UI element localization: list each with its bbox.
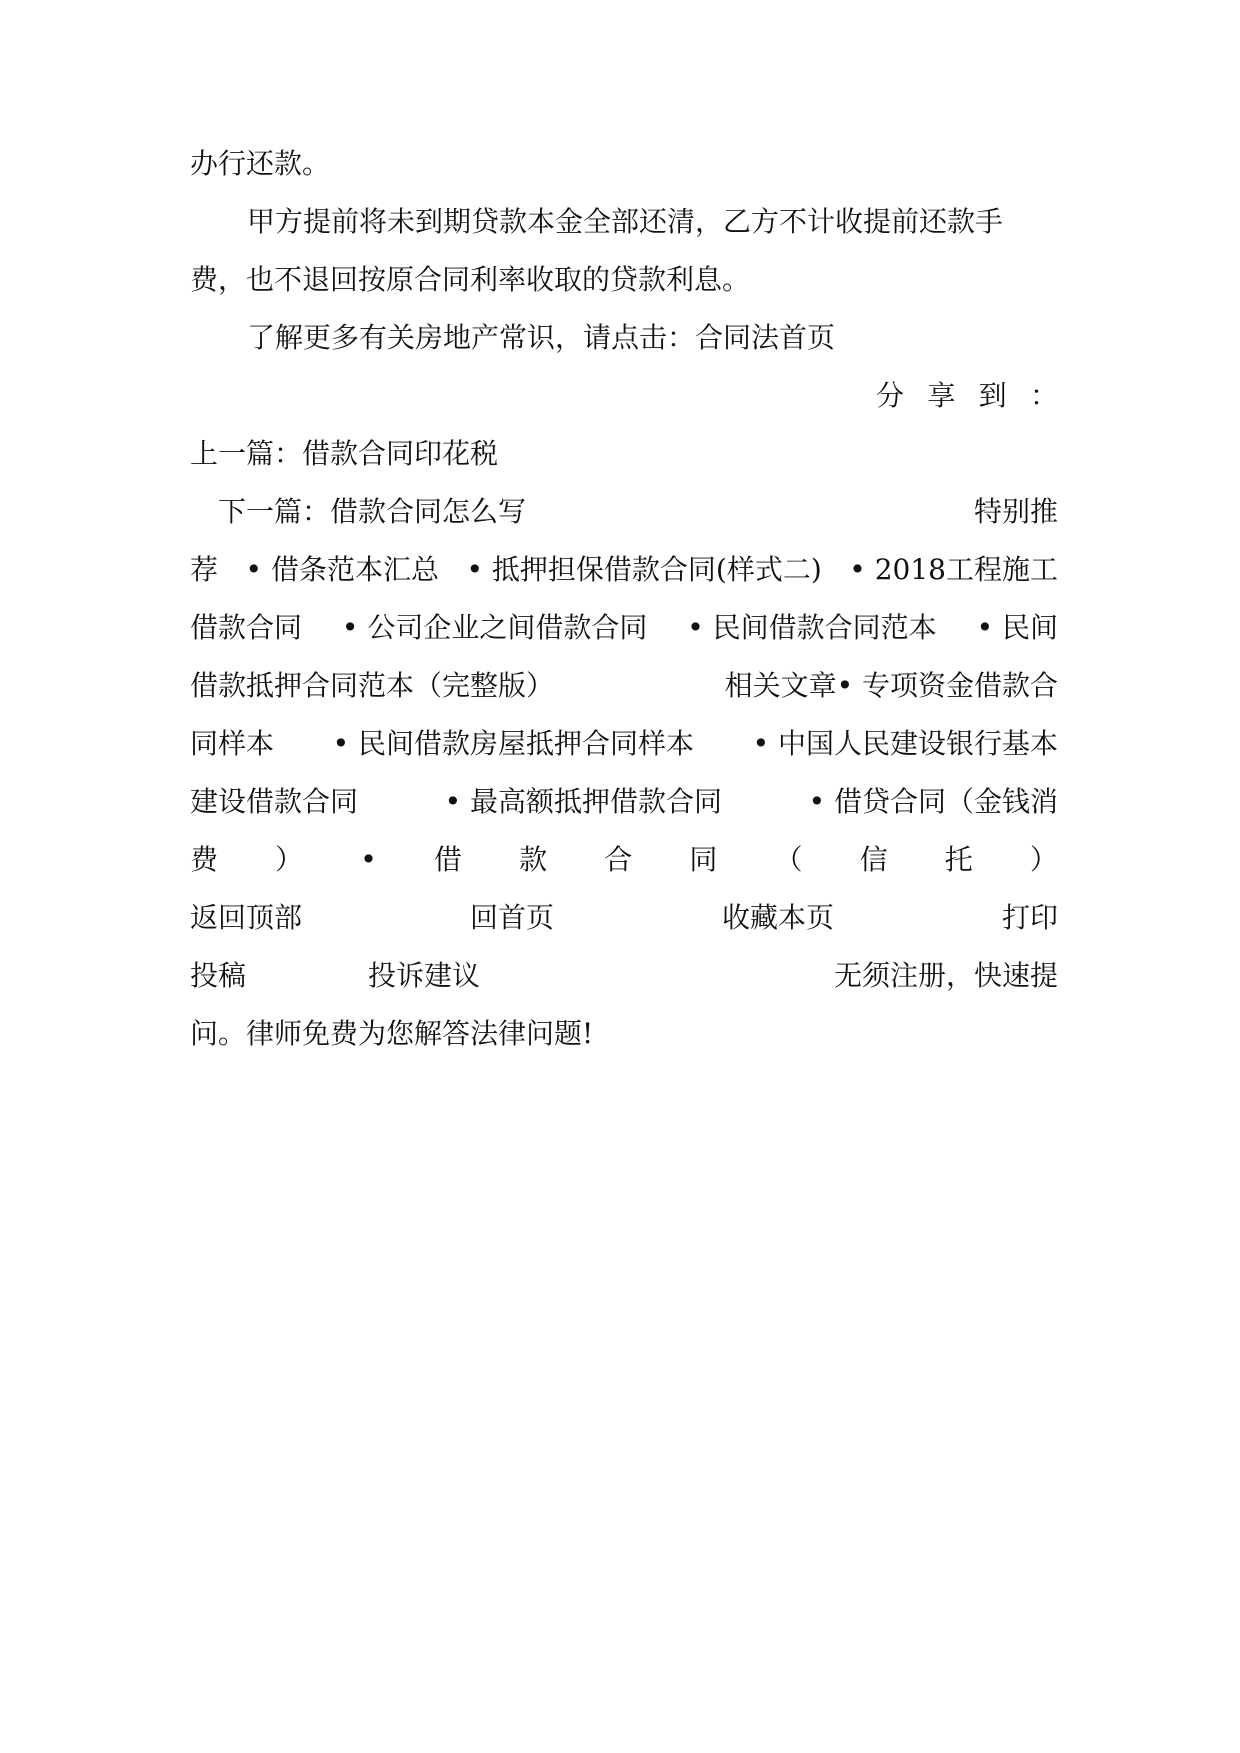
recommend-line — [190, 548, 1058, 592]
back-to-top-link[interactable]: 返回顶部 — [190, 901, 303, 934]
related-line — [190, 838, 1058, 882]
home-link[interactable]: 回首页 — [469, 901, 554, 934]
related-line — [190, 664, 1058, 708]
related-item-char[interactable]: 托 — [944, 843, 973, 876]
share-line — [190, 374, 1058, 418]
recommend-item[interactable]: • 借条范本汇总 — [245, 553, 439, 586]
bookmark-link[interactable]: 收藏本页 — [721, 901, 834, 934]
related-item[interactable]: 同样本 — [190, 727, 275, 760]
next-article-link[interactable]: 借款合同怎么写 — [330, 495, 527, 528]
next-article-line — [218, 490, 1058, 534]
paragraph-tail: 办行还款。 — [190, 147, 331, 180]
share-char: ： — [1029, 379, 1058, 412]
related-item-char[interactable]: 借 — [433, 843, 462, 876]
promo-line — [190, 1012, 1058, 1056]
submit-article-link[interactable]: 投稿 — [190, 959, 247, 992]
prev-article-line — [190, 432, 1058, 476]
actions-line-2 — [190, 954, 1058, 998]
related-fragment: 费 — [190, 843, 219, 876]
related-item[interactable]: • 中国人民建设银行基本 — [752, 727, 1058, 760]
quick-ask-link[interactable]: 无须注册，快速提 — [833, 959, 1058, 992]
recommend-item[interactable]: • 抵押担保借款合同(样式二) — [466, 553, 822, 586]
related-item[interactable]: • 民间借款房屋抵押合同样本 — [332, 727, 694, 760]
recommend-item[interactable]: • 民间 — [976, 611, 1058, 644]
contract-law-home-link[interactable]: 合同法首页 — [695, 321, 836, 354]
recommend-label: 特别推 — [973, 495, 1058, 528]
next-prefix: 下一篇： — [218, 495, 331, 528]
prev-article-link[interactable]: 借款合同印花税 — [302, 437, 499, 470]
paragraph-text: 费，也不退回按原合同利率收取的贷款利息。 — [190, 263, 751, 296]
text-line — [190, 258, 1058, 302]
recommend-item[interactable]: • 民间借款合同范本 — [687, 611, 937, 644]
recommend-item[interactable]: • 公司企业之间借款合同 — [341, 611, 648, 644]
related-item-char[interactable]: 同 — [689, 843, 718, 876]
more-info-line — [247, 316, 1058, 360]
promo-text: 问。律师免费为您解答法律问题! — [190, 1017, 594, 1050]
related-item-char[interactable]: 合 — [604, 843, 633, 876]
related-item[interactable]: • 借贷合同（金钱消 — [808, 785, 1058, 818]
related-item[interactable]: 建设借款合同 — [190, 785, 359, 818]
actions-line — [190, 896, 1058, 940]
recommend-item[interactable]: 借款抵押合同范本（完整版） — [190, 669, 555, 702]
paragraph-text: 甲方提前将未到期贷款本金全部还清，乙方不计收提前还款手 — [247, 205, 1004, 238]
print-link[interactable]: 打印 — [1001, 901, 1058, 934]
share-char: 分 — [876, 379, 905, 412]
related-item-char[interactable]: 信 — [859, 843, 888, 876]
related-line — [190, 780, 1058, 824]
text-line — [247, 200, 1058, 244]
share-char: 到 — [978, 379, 1007, 412]
related-line — [190, 722, 1058, 766]
share-char: 享 — [927, 379, 956, 412]
related-item[interactable]: • 专项资金借款合 — [836, 669, 1058, 702]
related-label: 相关文章 — [724, 669, 837, 702]
text-line — [190, 142, 1058, 186]
related-item-char[interactable]: ） — [1029, 843, 1058, 876]
more-info-prefix: 了解更多有关房地产常识，请点击： — [247, 321, 696, 354]
related-fragment: ） — [275, 843, 304, 876]
complaint-link[interactable]: 投诉建议 — [368, 959, 481, 992]
recommend-label-tail: 荐 — [190, 553, 219, 586]
recommend-item[interactable]: 借款合同 — [190, 611, 303, 644]
prev-prefix: 上一篇： — [190, 437, 303, 470]
recommend-line — [190, 606, 1058, 650]
related-item-char[interactable]: （ — [774, 843, 803, 876]
related-item-char[interactable]: 款 — [519, 843, 548, 876]
related-fragment: • — [360, 843, 377, 876]
related-item[interactable]: • 最高额抵押借款合同 — [444, 785, 722, 818]
share-label — [876, 374, 1058, 418]
recommend-item[interactable]: • 2018工程施工 — [849, 553, 1058, 586]
